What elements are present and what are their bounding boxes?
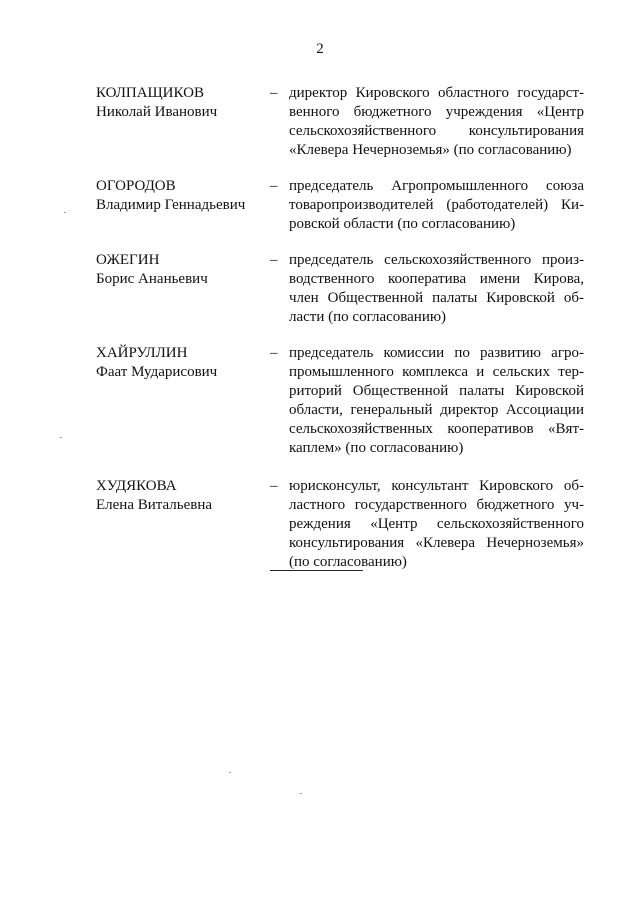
end-of-list-rule <box>270 570 363 571</box>
member-name <box>96 251 266 289</box>
scan-speck <box>300 793 302 794</box>
member-surname: ХАЙРУЛЛИН <box>96 345 188 361</box>
member-surname: КОЛПАЩИКОВ <box>96 85 204 101</box>
position-line: риторий Общественной палаты Кировской <box>289 383 584 399</box>
scan-speck <box>229 772 231 773</box>
position-line: ластного государственного бюджетного уч- <box>289 497 584 513</box>
member-given-names: Фаат Мударисович <box>96 364 218 380</box>
member-surname: ХУДЯКОВА <box>96 478 177 494</box>
position-line: области, генеральный директор Ассоциации <box>289 402 584 418</box>
member-name <box>96 344 266 382</box>
member-given-names: Николай Иванович <box>96 104 218 120</box>
entry-dash: – <box>270 85 278 101</box>
member-position <box>289 251 584 327</box>
position-line: каплем» (по согласованию) <box>289 440 464 456</box>
members-list <box>0 84 640 572</box>
member-name <box>96 177 266 215</box>
entry-dash: – <box>270 252 278 268</box>
member-given-names: Владимир Геннадьевич <box>96 197 246 213</box>
member-name <box>96 84 266 122</box>
member-surname: ОЖЕГИН <box>96 252 160 268</box>
position-line: председатель Агропромышленного союза <box>289 178 584 194</box>
member-given-names: Елена Витальевна <box>96 497 213 513</box>
member-entry <box>0 84 640 160</box>
member-position <box>289 477 584 572</box>
position-line: «Клевера Нечерноземья» (по согласованию) <box>289 142 572 158</box>
entry-dash: – <box>270 478 278 494</box>
member-position <box>289 177 584 234</box>
member-given-names: Борис Ананьевич <box>96 271 208 287</box>
page-number: 2 <box>316 41 324 57</box>
member-name <box>96 477 266 515</box>
entry-dash: – <box>270 345 278 361</box>
member-entry <box>0 177 640 234</box>
position-line: председатель сельскохозяйственного произ- <box>289 252 584 268</box>
member-surname: ОГОРОДОВ <box>96 178 176 194</box>
position-line: член Общественной палаты Кировской об- <box>289 290 584 306</box>
position-line: ровской области (по согласованию) <box>289 216 516 232</box>
member-entry <box>0 477 640 572</box>
position-line: товаропроизводителей (работодателей) Ки- <box>289 197 584 213</box>
position-line: промышленного комплекса и сельских тер- <box>289 364 584 380</box>
position-line: реждения «Центр сельскохозяйственного <box>289 516 584 532</box>
position-line: венного бюджетного учреждения «Центр <box>289 104 584 120</box>
position-line: директор Кировского областного государст- <box>289 85 584 101</box>
member-position <box>289 84 584 160</box>
position-line: консультирования «Клевера Нечерноземья» <box>289 535 584 551</box>
position-line: водственного кооператива имени Кирова, <box>289 271 584 287</box>
member-position <box>289 344 584 458</box>
position-line: сельскохозяйственного консультирования <box>289 123 584 139</box>
position-line: (по согласованию) <box>289 554 407 570</box>
position-line: сельскохозяйственных кооперативов «Вят- <box>289 421 584 437</box>
position-line: ласти (по согласованию) <box>289 309 447 325</box>
member-entry <box>0 344 640 458</box>
entry-dash: – <box>270 178 278 194</box>
scan-speck <box>60 437 62 438</box>
member-entry <box>0 251 640 327</box>
position-line: председатель комиссии по развитию агро- <box>289 345 584 361</box>
position-line: юрисконсульт, консультант Кировского об- <box>289 478 584 494</box>
scan-speck <box>64 212 66 213</box>
